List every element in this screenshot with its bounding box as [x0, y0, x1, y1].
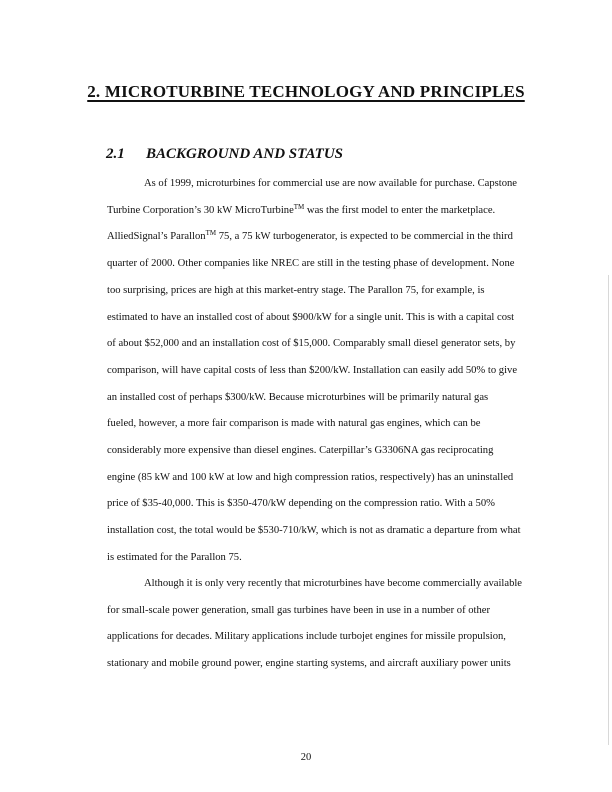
section-title: BACKGROUND AND STATUS	[146, 146, 343, 162]
text-line: quarter of 2000. Other companies like NREC are still in the testing phase of development. None	[107, 258, 515, 270]
text-line: considerably more expensive than diesel engines. Caterpillar’s G3306NA gas reciprocating	[107, 445, 494, 457]
margin-rule	[608, 275, 609, 745]
text-line: too surprising, prices are high at this market-entry stage. The Parallon 75, for example, is	[107, 284, 485, 296]
text-line: AlliedSignal’s Parallon™ 75, a 75 kW turbogenerator, is expected to be commercial in the third	[107, 229, 513, 243]
text-line: comparison, will have capital costs of less than $200/kW. Installation can easily add 50% to give	[107, 364, 518, 376]
section-heading	[106, 146, 343, 163]
text-line: is estimated for the Parallon 75.	[107, 551, 242, 563]
text-line: stationary and mobile ground power, engine starting systems, and aircraft auxiliary power units	[107, 658, 511, 670]
text-line: of about $52,000 and an installation cost of $15,000. Comparably small diesel generator sets, by	[107, 338, 516, 350]
text-line: price of $35-40,000. This is $350-470/kW depending on the compression ratio. With a 50%	[107, 498, 495, 510]
text-line: installation cost, the total would be $530-710/kW, which is not as dramatic a departure from what	[107, 525, 521, 537]
text-line: As of 1999, microturbines for commercial use are now available for purchase. Capstone	[144, 178, 518, 189]
text-line: fueled, however, a more fair comparison is made with natural gas engines, which can be	[107, 418, 481, 430]
chapter-title: 2. MICROTURBINE TECHNOLOGY AND PRINCIPLES	[87, 82, 525, 101]
paragraph-history	[107, 571, 533, 678]
paragraph-background	[107, 171, 533, 572]
trademark-superscript: TM	[293, 202, 305, 211]
text-line: engine (85 kW and 100 kW at low and high compression ratios, respectively) has an uninstalled	[107, 471, 514, 483]
text-line: estimated to have an installed cost of about $900/kW for a single unit. This is with a capital cost	[107, 311, 515, 323]
trademark-superscript: TM	[205, 229, 217, 238]
page-number: 20	[300, 752, 312, 763]
text-line: an installed cost of perhaps $300/kW. Because microturbines will be primarily natural gas	[107, 391, 489, 403]
text-line: applications for decades. Military applications include turbojet engines for missile propulsion,	[107, 631, 506, 643]
text-line: for small-scale power generation, small gas turbines have been in use in a number of other	[107, 604, 491, 616]
text-line: Although it is only very recently that microturbines have become commercially available	[144, 578, 523, 589]
text-line: Turbine Corporation’s 30 kW MicroTurbine™ was the first model to enter the marketplace.	[107, 202, 496, 216]
section-number: 2.1	[106, 146, 125, 162]
